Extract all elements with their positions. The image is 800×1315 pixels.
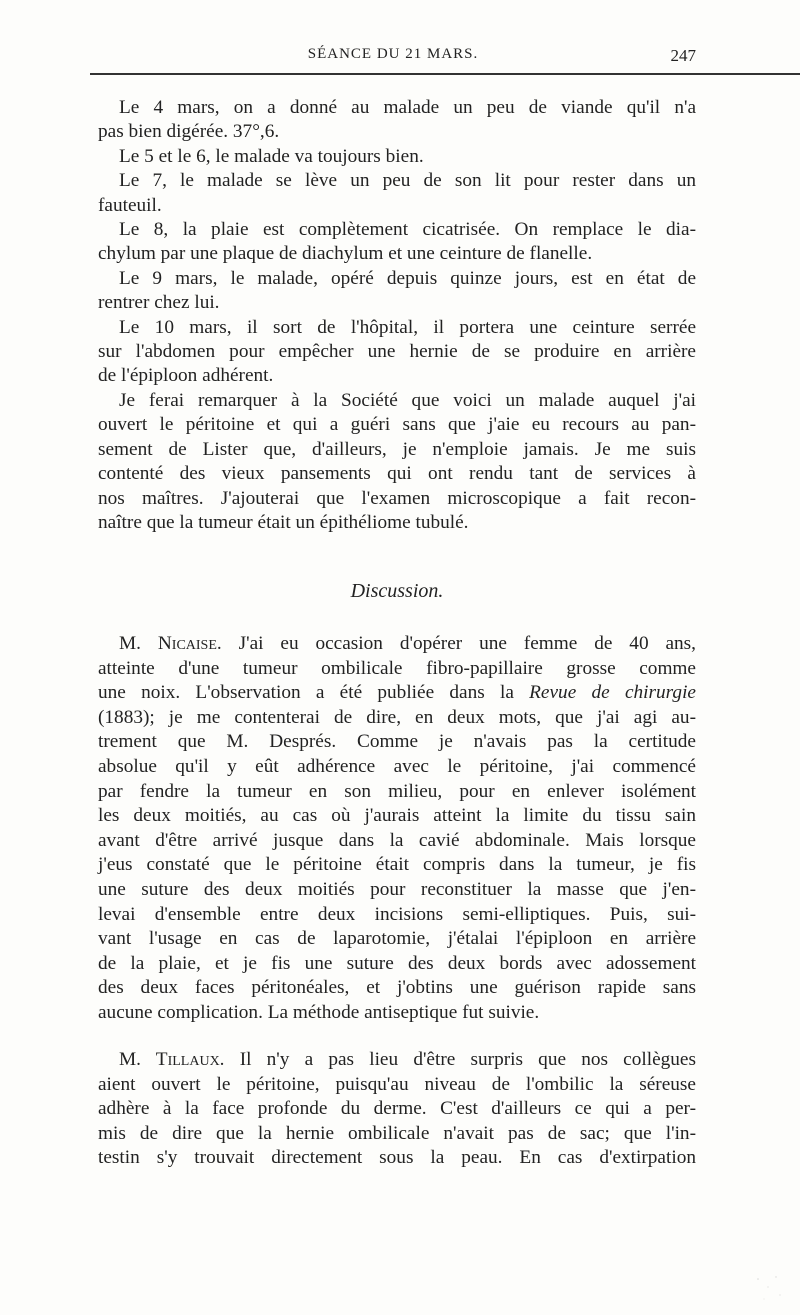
text-line: (1883); je me contenterai de dire, en deux mots, que j'ai agi au- [98,706,696,728]
text-line: levai d'ensemble entre deux incisions semi-elliptiques. Puis, sui- [98,903,696,925]
running-title: SÉANCE DU 21 MARS. [307,46,479,62]
text-line: Le 9 mars, le malade, opéré depuis quinze jours, est en état de [119,267,696,289]
text-line: j'eus constaté que le péritoine était compris dans la tumeur, je fis [98,854,696,876]
text-line: mis de dire que la hernie ombilicale n'avait pas de sac; que l'in- [98,1122,696,1144]
header-rule [90,73,800,75]
speaker-name: M. Tillaux. [119,1049,225,1070]
text-line [98,1048,696,1073]
nicaise-paragraph [98,632,696,1026]
case-report-text [98,96,696,535]
text-line: rentrer chez lui. [98,292,220,314]
text-line: fauteuil. [98,194,162,216]
text-line: pas bien digérée. 37°,6. [98,121,280,143]
section-title: Discussion. [350,580,444,602]
text-line: nos maîtres. J'ajouterai que l'examen microscopique a fait recon- [98,487,696,509]
text-line: de la plaie, et je fis une suture des deux bords avec adossement [98,952,696,974]
text-line: vant l'usage en cas de laparotomie, j'étalai l'épiploon en arrière [98,928,696,950]
text-line: atteinte d'une tumeur ombilicale fibro-papillaire grosse comme [98,657,696,679]
page-number: 247 [670,46,696,65]
text-line: par fendre la tumeur en son milieu, pour en enlever isolément [98,780,696,802]
text-line: aucune complication. La méthode antiseptique fut suivie. [98,1001,540,1023]
text-span: une noix. L'observation a été publiée dans la [98,682,514,704]
speaker-name: M. Nicaise. [119,633,222,654]
text-line [98,681,696,706]
text-line: aient ouvert le péritoine, puisqu'au niveau de l'ombilic la séreuse [98,1073,696,1095]
text-line: sement de Lister que, d'ailleurs, je n'emploie jamais. Je me suis [98,438,696,460]
text-line: contenté des vieux pansements qui ont rendu tant de services à [98,463,696,485]
text-line: de l'épiploon adhérent. [98,365,274,387]
text-line [98,632,696,657]
text-line: avant d'être arrivé jusque dans la cavié abdominale. Mais lorsque [98,829,696,851]
text-line: trement que M. Després. Comme je n'avais pas la certitude [98,731,696,753]
text-line: testin s'y trouvait directement sous la peau. En cas d'extirpation [98,1147,696,1169]
text-line: chylum par une plaque de diachylum et une ceinture de flanelle. [98,243,593,265]
text-line: sur l'abdomen pour empêcher une hernie de se produire en arrière [98,341,696,363]
text-line: Le 4 mars, on a donné au malade un peu de viande qu'il n'a [119,97,696,118]
text-line: une suture des deux moitiés pour reconstituer la masse que j'en- [98,878,696,900]
text-line: ouvert le péritoine et qui a guéri sans que j'aie eu recours au pan- [98,414,696,436]
text-line: absolue qu'il y eût adhérence avec le péritoine, j'ai commencé [98,755,696,777]
text-line: Le 7, le malade se lève un peu de son lit pour rester dans un [119,170,696,192]
text-line: Le 10 mars, il sort de l'hôpital, il portera une ceinture serrée [119,316,696,338]
running-head [90,46,696,70]
text-line: Je ferai remarquer à la Société que voici un malade auquel j'ai [119,389,696,411]
tillaux-paragraph [98,1048,696,1171]
text-line: les deux moitiés, au cas où j'aurais atteint la limite du tissu sain [98,805,696,827]
text-span: J'ai eu occasion d'opérer une femme de 40 ans, [238,633,696,654]
text-line: adhère à la face profonde du derme. C'est d'ailleurs ce qui a per- [98,1098,696,1120]
text-line: naître que la tumeur était un épithéliome tubulé. [98,511,469,533]
text-line: des deux faces péritonéales, et j'obtins une guérison rapide sans [98,977,696,999]
journal-name: Revue de chirurgie [529,682,696,704]
paper-speckle [750,1267,790,1307]
text-line: Le 5 et le 6, le malade va toujours bien. [119,145,424,167]
text-line: Le 8, la plaie est complètement cicatrisée. On remplace le dia- [119,219,696,241]
text-span: Il n'y a pas lieu d'être surpris que nos collègues [239,1049,696,1070]
